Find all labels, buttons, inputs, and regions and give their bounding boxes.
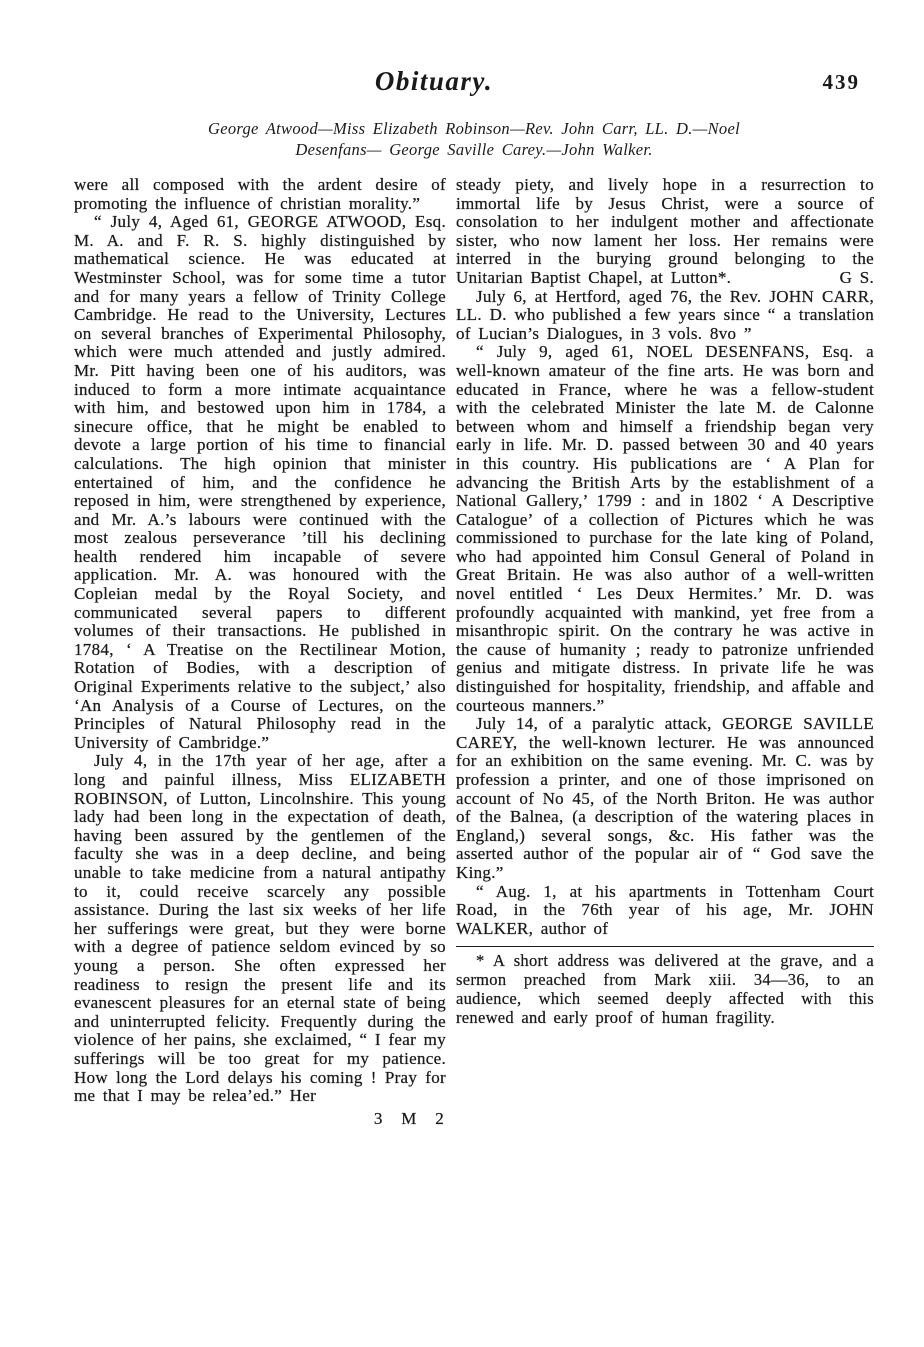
footnote: * A short address was delivered at the grave, and a sermon preached from Mark xiii. 34—36, to an audience, which seemed deeply affected with this renewed and early proof of human fragility. [456,951,874,1027]
subject-line-2: Desenfans— George Saville Carey.—John Walker. [295,140,653,159]
subject-line-1: George Atwood—Miss Elizabeth Robinson—Rev. John Carr, LL. D.—Noel [208,119,740,138]
two-column-body [74,176,874,1128]
page-header [74,66,874,106]
left-column [74,176,446,1128]
obituary-george-atwood: “ July 4, Aged 61, GEORGE ATWOOD, Esq. M. A. and F. R. S. highly distinguished by mathematical science. He was educated at Westminster School, was for some time a tutor and for many years a fellow of Trinity College Cambridge. He read to the University, Lectures on several branches of Experimental Philosophy, which were much attended and justly admired. Mr. Pitt having been one of his auditors, was induced to form a more intimate acquaintance with him, and bestowed upon him in 1784, a sinecure office, that he might be enabled to devote a large portion of his time to financial calculations. The high opinion that minister entertained of him, and the confidence he reposed in him, were strengthened by experience, and Mr. A.’s labours were continued with the most zealous perseverance ’till his declining health rendered him incapable of severe application. Mr. A. was honoured with the Copleian medal by the Royal Society, and communicated several papers to different volumes of their transactions. He published in 1784, ‘ A Treatise on the Rectilinear Motion, Rotation of Bodies, with a description of Original Experiments relative to the subject,’ also ‘An Analysis of a Course of Lectures, on the Principles of Natural Philosophy read in the University of Cambridge.” [74,212,446,752]
right-column [456,176,874,1128]
obituary-noel-desenfans: “ July 9, aged 61, NOEL DESENFANS, Esq. a well-known amateur of the fine arts. He was born and educated in France, where he was a fellow-student with the celebrated Minister the late M. de Calonne between whom and himself a friendship began very early in life. Mr. D. passed between 30 and 40 years in this country. His publications are ‘ A Plan for advancing the British Arts by the establishment of a National Gallery,’ 1799 : and in 1802 ‘ A Descriptive Catalogue’ of a collection of Pictures which he was commissioned to purchase for the late king of Poland, who had appointed him Consul General of Poland in Great Britain. He was also author of a well-written novel entitled ‘ Les Deux Hermites.’ Mr. D. was profoundly acquainted with mankind, yet free from a misanthropic spirit. On the contrary he was active in the cause of humanity ; ready to patronize unfriended genius and mitigate distress. In private life he was distinguished for hospitality, friendship, and affable and courteous manners.” [456,342,874,715]
contributor-initials: G S. [839,267,874,287]
obituary-robinson-continuation-text: steady piety, and lively hope in a resurrection to immortal life by Jesus Christ, were a source of consolation to her indulgent mother and affectionate sister, who now lament her loss. Her remains were interred in the burying ground belonging to the Unitarian Baptist Chapel, at Lutton*. [456,175,874,287]
obituary-elizabeth-robinson: July 4, in the 17th year of her age, after a long and painful illness, Miss ELIZABETH ROBINSON, of Lutton, Lincolnshire. This young lady had been long in the expectation of death, having been assured by the gentlemen of the faculty she was in a deep decline, and being unable to take medicine from a natural antipathy to it, could receive scarcely any possible assistance. During the last six weeks of her life her sufferings were great, but they were borne with a degree of patience seldom evinced by so young a person. She often expressed her readiness to resign the present life and its evanescent pleasures for an eternal state of being and uninterrupted felicity. Frequently during the violence of her pains, she exclaimed, “ I fear my sufferings will be too great for my patience. How long the Lord delays his coming ! Pray for me that I may be relea’ed.” Her [74,751,446,1106]
obituary-subject-heading [74,118,874,160]
page-title: Obituary. [374,66,494,96]
obituary-john-carr: July 6, at Hertford, aged 76, the Rev. JOHN CARR, LL. D. who published a few years since “ a translation of Lucian’s Dialogues, in 3 vols. 8vo ” [456,286,874,343]
obituary-george-saville-carey: July 14, of a paralytic attack, GEORGE SAVILLE CAREY, the well-known lecturer. He was announced for an exhibition on the same evening. Mr. C. was by profession a printer, and one of those imprisoned on account of No 45, of the North Briton. He was author of the Balnea, (a description of the watering places in England,) several songs, &c. His father was the asserted author of the popular air of “ God save the King.” [456,714,874,882]
page-number: 439 [822,70,860,94]
printers-signature-mark: 3 M 2 [373,1108,444,1128]
obituary-paragraph-continuation-intro: were all composed with the ardent desire of promoting the influence of christian morality.” [74,175,446,213]
footnote-rule [456,946,874,947]
obituary-robinson-continuation [456,176,874,288]
obituary-john-walker: “ Aug. 1, at his apartments in Tottenham Court Road, in the 76th year of his age, Mr. JOHN WALKER, author of [456,881,874,938]
